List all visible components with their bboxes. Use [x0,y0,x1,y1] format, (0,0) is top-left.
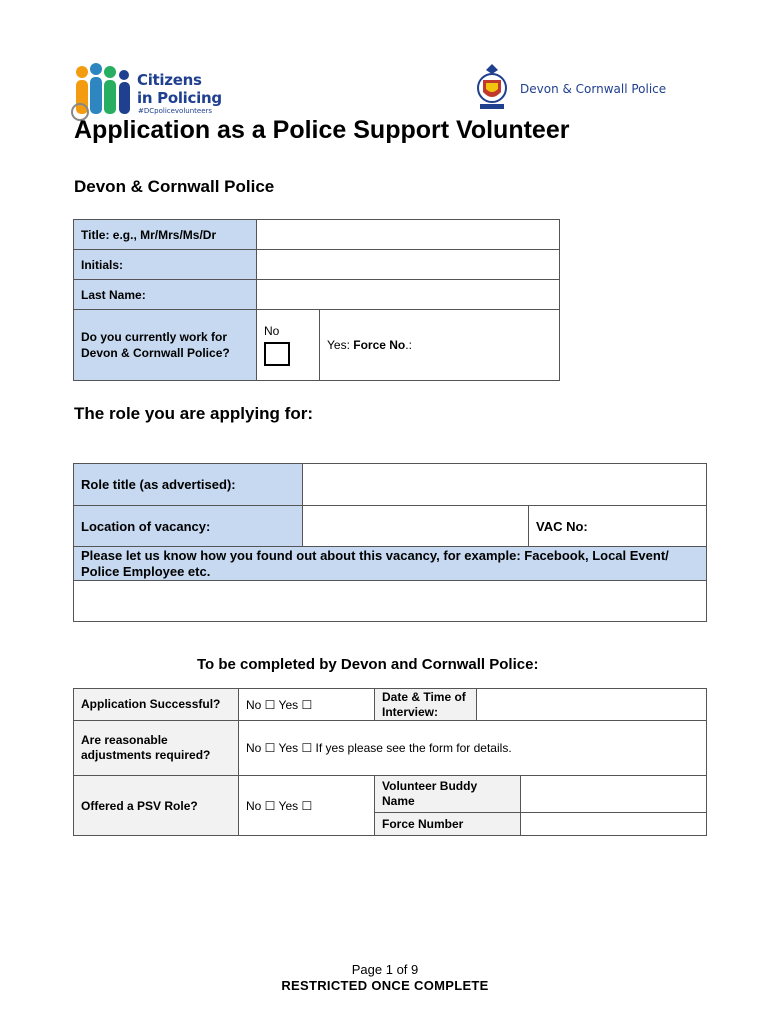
role-heading: The role you are applying for: [74,404,313,423]
interview-date-field[interactable] [477,689,707,721]
personal-details-table [73,219,560,381]
last-name-label: Last Name: [74,280,257,310]
police-name-logo: Devon & Cornwall Police [520,82,667,96]
adjustments-label: Are reasonable adjustments required? [74,721,239,776]
restricted-notice: RESTRICTED ONCE COMPLETE [281,978,489,993]
interview-date-label: Date & Time of Interview: [375,689,477,721]
police-use-table [73,688,707,836]
title-label: Title: e.g., Mr/Mrs/Ms/Dr [74,220,257,250]
initials-label: Initials: [74,250,257,280]
page-title: Application as a Police Support Volunteer [74,116,570,144]
yes-force-cell[interactable] [320,310,560,381]
logo-line-2: in Policing [137,89,222,107]
force-number-label: Force Number [375,813,521,836]
citizens-in-policing-logo [70,60,235,122]
vac-no-cell[interactable] [529,506,707,547]
role-title-field[interactable] [303,464,707,506]
location-field[interactable] [303,506,529,547]
logo-line-1: Citizens [137,71,202,89]
force-no-label: Force No [353,338,406,352]
role-title-label: Role title (as advertised): [74,464,303,506]
page-number: Page 1 of 9 [351,962,419,977]
no-checkbox[interactable] [264,342,290,366]
location-label: Location of vacancy: [74,506,303,547]
offered-psv-label: Offered a PSV Role? [74,776,239,836]
found-vacancy-field[interactable] [74,581,707,622]
people-silhouette-icon [70,60,136,122]
offered-psv-options[interactable]: No ☐ Yes ☐ [239,776,375,836]
no-label: No [264,324,280,338]
force-number-field[interactable] [521,813,707,836]
application-successful-label: Application Successful? [74,689,239,721]
found-vacancy-label: Please let us know how you found out about this vacancy, for example: Facebook, Local Event/ Police Employee etc. [74,547,707,581]
logo-hashtag: #DCpolicevolunteers [138,107,213,115]
force-no-suffix: .: [405,338,412,352]
last-name-field[interactable] [257,280,560,310]
vac-no-label: VAC No: [536,518,588,534]
adjustments-options[interactable]: No ☐ Yes ☐ If yes please see the form for details. [239,721,707,776]
page-subtitle: Devon & Cornwall Police [74,177,275,196]
role-table [73,463,707,622]
application-successful-options[interactable]: No ☐ Yes ☐ [239,689,375,721]
yes-label: Yes: [327,338,354,352]
no-option-cell [257,310,320,381]
work-for-police-label: Do you currently work for Devon & Cornwall Police? [74,310,257,381]
police-crest-icon [472,62,512,114]
police-use-heading: To be completed by Devon and Cornwall Police: [197,656,539,673]
initials-field[interactable] [257,250,560,280]
buddy-name-label: Volunteer Buddy Name [375,776,521,813]
title-field[interactable] [257,220,560,250]
buddy-name-field[interactable] [521,776,707,813]
